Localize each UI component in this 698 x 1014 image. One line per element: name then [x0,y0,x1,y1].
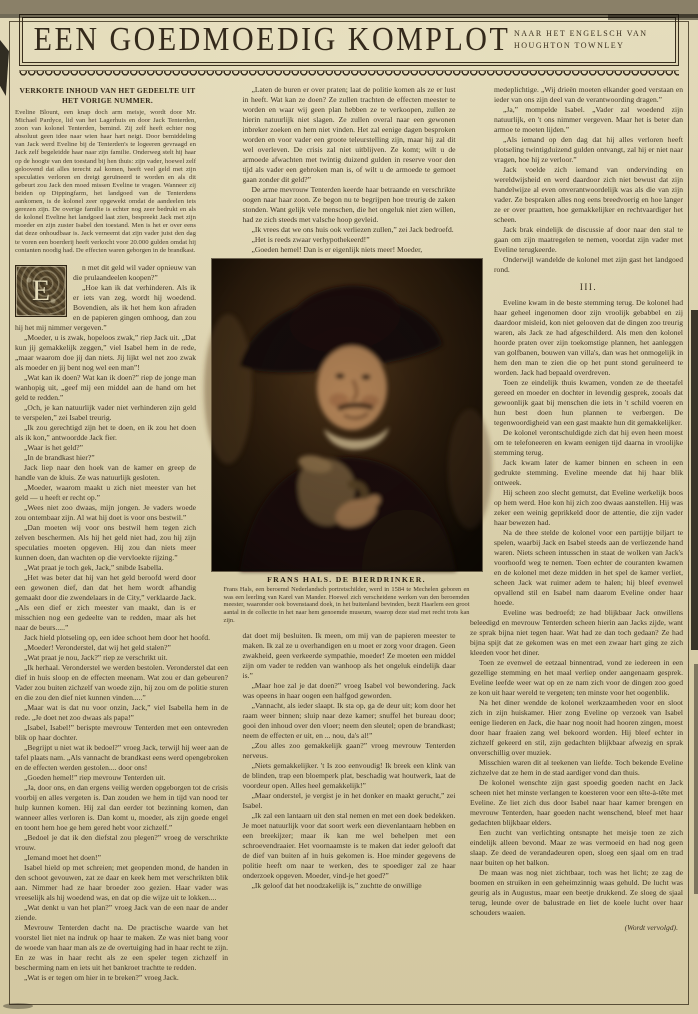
paragraph: „Wat praat je toch gek, Jack,” snibde Isabella. [24,562,164,572]
paragraph: „Ik zou gerechtigd zijn het te doen, en ik zou het doen als ik kon,” antwoordde Jack fier. [15,422,196,442]
paragraph: Misschien waren dit al teekenen van liefde. Toch bekende Eveline zichzelve dat ze hem in de stad aardiger vond dan thuis. [470,758,683,777]
paragraph: „Moeder, u is zwak, hopeloos zwak,” riep Jack uit. „Dat kun jij gemakkelijk zeggen,” viel Isabel hem in de rede, „maar waarom doe jij dan niets. Jij lijkt wel net zoo zwak als moeder en jij bent nog wel een man”! [15,332,196,372]
paragraph: De kolonel wenschte zijn gast spoedig goeden nacht en Jack scheen niet het minste verlangen te koesteren voor een tête-à-tête met Eveline. Ze liet zich dus door Isabel naar haar kamer brengen en mevrouw Tenterden, haar goeden nacht wenschend, bleef met haar gedachten blijkbaar elders. [470,778,683,827]
paragraph: Eveline kwam in de beste stemming terug. De kolonel had haar geheel ingenomen door zijn vroolijk gebabbel en zij daardoor misleid, kon niet gelooven dat de dingen zoo treurig waren, als Jack ze had afgeschilderd. Als men den kolonel hoorde praten over zijn toekomstige plannen, het aanleggen van golfbanen, bouwen van villa's, dan was het onmogelijk in hem den man te zien die op het punt stond geruïneerd te worden. Jack had bepaald overdreven. [494,298,683,377]
synopsis-heading: VERKORTE INHOUD VAN HET GEDEELTE UIT HET VORIGE NUMMER. [19,86,196,105]
figure-de-bierdrinker [212,259,482,625]
paragraph: „Hoe kan ik dat verhinderen. Als ik er iets van zeg, wordt hij woedend. Bovendien, als ik het hem kon afraden en de papieren gingen omhoog, dan zou hij het mij nimmer vergeven.” [15,282,196,332]
figure-caption-title: FRANS HALS. DE BIERDRINKER. [267,575,426,584]
decorative-scallop-border [19,70,679,77]
paragraph: „Moeder, waarom maakt u zich niet meester van het geld — u heeft er recht op.” [15,482,196,502]
paragraph: Jack voelde zich iemand van ondervinding en wereldwijsheid en werd daardoor zich niet bewust dat zijn handelwijze al even onverantwoordelijk was als die van zijn vader. Ze bespraken alles nog eens breedvoerig en hoe langer ze er over praatten, hoe gemakkelijker en rechtvaardiger het scheen. [494,165,683,224]
column-right-bottom [470,298,683,918]
paragraph: „Iemand moet het doen!” [24,852,101,862]
paragraph: „Begrijpt u niet wat ik bedoel?” vroeg Jack, terwijl hij weer aan de tafel plaats nam. „Als vannacht de brandkast eens werd opengebroken en de effecten werden gestolen.... door ons! [15,742,228,772]
continuation-note: (Wordt vervolgd). [624,923,678,932]
paragraph: „Dan moeten wij voor ons bestwil hem tegen zich zelven beschermen. Als hij het geld niet had, zou hij zijn speculaties moeten opgeven. Hij zou dan niets meer kunnen doen, dan wachten op die vervloekte rijzing.” [15,522,196,562]
paragraph: „Wat kan ik doen? Wat kan ik doen?” riep de jonge man wanhopig uit, „geef mij een middel aan de hand om het geld te redden.” [15,372,196,402]
paragraph: medeplichtige. „Wij drieën moeten elkander goed verstaan en ieder van ons zijn deel van de verantwoording dragen.” [494,85,683,104]
paragraph: Mevrouw Tenterden dacht na. De practische waarde van het voorstel liet niet na indruk op haar te maken. Ze was niet bang voor de woede van haar man als ze de overtuiging had in haar recht te zijn. En ze was in haar recht als ze een speler tegen zichzelf in bescherming nam en iets uit het bankroet trachtte te redden. [15,922,228,972]
paragraph: Onderwijl wandelde de kolonel met zijn gast het landgoed rond. [494,255,683,274]
painting-frans-hals-de-bierdrinker [212,259,482,571]
paragraph: „Goeden hemel!” riep mevrouw Tenterden uit. [24,772,166,782]
paragraph: „Wat is er tegen om hier in te breken?” vroeg Jack. [24,972,179,982]
paragraph: Toen ze eindelijk thuis kwamen, vonden ze de theetafel gereed en moeder en dochter in levendig gesprek, zooals dat gewoonlijk gaat bij menschen die iets in 't schild voeren en hun best doen hun plannen te verbergen. De tegenwoordigheid van een gast maakte hun dit gemakkelijker. [494,378,683,427]
paragraph: „Ja,” mompelde Isabel. „Vader zal woedend zijn natuurlijk, en 't ons nimmer vergeven. Maar het is beter dan armoe te moeten lijden.” [494,105,683,134]
byline-line2: HOUGHTON TOWNLEY [514,41,625,50]
paragraph: „Maar onderstel, je vergist je in het donker en maakt gerucht,” zei Isabel. [242,790,456,810]
paragraph: „Zou alles zoo gemakkelijk gaan?” vroeg mevrouw Tenterden nerveus. [242,740,456,760]
scan-artifact [3,1003,33,1009]
paragraph: „Het is reeds zwaar verhypothekeerd!” [251,235,370,244]
paragraph: „Bedoel je dat ik den diefstal zou plegen?” vroeg de verschrikte vrouw. [15,832,228,852]
paragraph: „Moeder! Veronderstel, dat wij het geld stalen?” [24,642,171,652]
paragraph: Eveline was bedroefd; ze had blijkbaar Jack onwillens beleedigd en mevrouw Tenterden scheen hierin aan Jacks zijde, want ze sprak bijna niet tegen haar. Wat had ze dan toch gedaan? Ze had bijna spijt dat ze gekomen was en met een zwaar hart ging ze zich kleeden voor het diner. [470,608,683,657]
paragraph: „Goeden hemel! Dan is er eigenlijk niets meer! Moeder, [251,245,423,254]
paragraph: Jack kwam later de kamer binnen en scheen in een gedrukte stemming. Eveline meende dat hij haar blik ontweek. [494,458,683,487]
paragraph: „Laten de buren er over praten; laat de politie komen als ze er lust in heeft. Wat kan ze doen? Ze zullen trachten de effecten meester te worden en waar wij geen plan hebben ze te verkoopen, zullen ze hierin natuurlijk niet slagen. Ze zullen overal naar een gewonen inbreker zoeken en hem niet vinden. Het zal eenige dagen besproken worden en voor vader een groote teleurstelling zijn, maar hij zal dit wel overleven. De crisis zal niet uitblijven. Ze komt; wilt u de armoede afwachten met twintig duizend gulden in reserve voor den tijd als vader een gebroken man is, of wilt u de armoede te gemoet gaan zonder dit geld?” [242,85,456,184]
paragraph: Een zucht van verlichting ontsnapte het meisje toen ze zich eindelijk alleen bevond. Maar ze was vermoeid en had nog geen slaap. Ze deed de verandadeuren open, sloeg een sjaal om en trad naar buiten op het balkon. [470,828,683,867]
dropcap-ornament [15,265,67,317]
paragraph: „Als iemand op den dag dat hij alles verloren heeft plotseling twintigduizend gulden ontvangt, zal hij er niet naar vragen, hoe hij ze verloor.” [494,135,683,164]
paragraph: Hij scheen zoo slecht gemutst, dat Eveline werkelijk boos op hem werd. Hoe kon hij zich zoo dwaas aanstellen. Hij was zeker een weinig geprikkeld door de attentie, die zijn vader haar bewezen had. [494,488,683,527]
magazine-page [0,14,698,1014]
masthead [19,14,679,66]
paragraph: „Maar wat is dat nu voor onzin, Jack,” viel Isabella hem in de rede. „Je doet net zoo dwaas als papa!” [15,702,228,722]
paragraph: „Vannacht, als ieder slaapt. Ik sta op, ga de deur uit; kom door het raam weer binnen; sluip naar deze kamer; snuffel het bureau door; gooi den inhoud over den vloer; neem den sleutel; open de brandkast; neem de effecten er uit, en ... nou, da's al!” [242,700,456,740]
column-middle-top [243,85,456,255]
byline-line1: NAAR HET ENGELSCH VAN [514,29,648,38]
page-title: EEN GOEDMOEDIG KOMPLOT [33,20,511,58]
synopsis-text: Eveline Blount, een knap doch arm meisje, wordt door Mr. Michael Pardyce, lid van het Lagerhuis en door Jack Tenterden, zoon van kolonel Tenterden, bemind. Zij zelf heeft echter nog absoluut geen idee naar wien haar hart neigt. Door bemiddeling van Jack werd Eveline bij de Tenterden's te logeeren gevraagd en Jack zelf begeleidde haar naar zijn familie. Onderweg stelt hij haar op de hoogte van den toestand bij hen thuis: zijn vader, hoewel zelf geloovend dat alles terecht zal komen, heeft veel geld met zijn speculaties verloren en dreigt geruïneerd te worden en als dit gebeurt zou Jack den moed missen Eveline te vragen. Wanneer zij beiden op Dippingfarm, het landgoed van de Tenterdens aankomen, is de kolonel zeer opgewekt omdat de aandeelen iets gerezen zijn. De overige familie is echter nog zeer bedrukt en als de kolonel Eveline het landgoed laat zien, bespreekt Jack met zijn moeder en zijn zuster Isabel den toestand. Men is het er over eens dat deze onhoudbaar is. Jack verneemt dat zijn vader juist den dag te voren een boerderij heeft verkocht voor 20.000 gulden omdat hij contanten noodig had. De effecten waren geborgen in de brandkast. [15,109,196,254]
paragraph: De arme mevrouw Tenterden keerde haar betraande en verschrikte oogen naar haar zoon. Ze begon nu te begrijpen hoe treurig de zaken stonden. Want gelijk vele menschen, die het ongeluk niet zien willen, had ze zich steeds met valsche hoop gevleid. [242,185,456,224]
paragraph: „In de brandkast hier?” [24,452,95,462]
dropcap-letter: E [31,273,51,307]
chapter-heading: III. [579,282,598,292]
text-columns [0,79,698,982]
paragraph: n met dit geld wil vader opnieuw van die prulaandeelen koopen?” [73,262,196,282]
paragraph: Jack hield plotseling op, een idee schoot hem door het hoofd. [24,632,211,642]
paragraph: Isabel hield op met schreien; met geopenden mond, de handen in den schoot gevouwen, zat ze daar en keek hem met verschrikten blik aan. Nimmer had ze haar broeder zoo gezien. Haar vader was vreeselijk als hij woedend was, en dat op die wijze uit te lokken.... [15,862,228,902]
paragraph: Jack brak eindelijk de discussie af door naar den stal te gaan om zijn maatregelen te nemen, voordat zijn vader met Eveline terugkeerde. [494,225,683,254]
paragraph: De maan was nog niet zichtbaar, toch was het licht; ze zag de boomen en struiken in een geheimzinnig waas gehuld. De lucht was geurig als in Augustus, maar een beetje drukkend. Ze sloeg de sjaal terug, leunde over de balustrade en liet de koele lucht over haar schouders waaien. [470,868,683,917]
paragraph: Toen ze evenwel de eetzaal binnentrad, vond ze iedereen in een gezellige stemming en het maal verliep onder aangenaam gesprek. Eveline leefde weer wat op en ze nam zich voor de dingen zoo goed ze kon uit haar wereld te vergeten; ten minste voor het oogenblik. [470,658,683,697]
paragraph: Na de thee stelde de kolonel voor een partijtje biljart te spelen, waarbij Jack en Isabel steeds aan de verliezende hand waren. Niets scheen intusschen in staat de wolken van Jack's voorhoofd weg te nemen. Toen echter de couranten kwamen en de kolonel met deze midden in het spel de kamer verliet, scheen Jack wat ruimer adem te halen; hij bleef evenwel opvallend stil en Isabel nam daarom Eveline onder haar hoede. [494,528,683,607]
byline [514,28,664,52]
paragraph: Jack liep naar den hoek van de kamer en greep de handle van de kluis. Ze was natuurlijk gesloten. [15,462,196,482]
paragraph: „Maar hoe zal je dat doen?” vroeg Isabel vol bewondering. Jack was opeens in haar oogen een halfgod geworden. [242,680,456,700]
paragraph: „Ik geloof dat het noodzakelijk is,” zuchtte de onwillige [251,880,422,890]
paragraph: Na het diner wendde de kolonel werkzaamheden voor en sloot zich in zijn huiskamer. Hier zong Eveline op verzoek van Isabel eenige liederen en Jack, die haar nog nooit had hooren zingen, moest door haar fraaien zang wel bekoord worden. Hij bleef echter in zichzelf gekeerd en stil, zijn gedachten blijkbaar afwezig en sprak onverschillig over muziek. [470,698,683,757]
paragraph: De kolonel verontschuldigde zich dat hij even heen moest om te telefoneeren en kwam eenigen tijd daarna in vroolijke stemming terug. [494,428,683,457]
column-left [15,85,228,982]
paragraph: „Och, je kan natuurlijk vader niet verhinderen zijn geld te verspelen,” zei Isabel treurig. [15,402,196,422]
paragraph: „Wees niet zoo dwaas, mijn jongen. Je vaders woede zou ontembaar zijn. Al wat hij doet is voor ons bestwil.” [15,502,196,522]
column-middle-bottom [243,631,456,891]
column-middle [223,85,470,971]
paragraph: „Ik vrees dat we ons huis ook verliezen zullen,” zei Jack bedroefd. [251,225,454,234]
figure-caption [212,575,482,625]
paragraph: dat doet mij besluiten. Ik meen, om mij van de papieren meester te maken. Ik zal ze u overhandigen en u moet er zorg voor dragen. Geen zwakheid, geen verkeerde sympathie, moeder! Ze moeten een middel zijn om vader te redden van wanhoop als het ongeluk eindelijk daar is.” [242,630,456,680]
paragraph: „Het was beter dat hij van het geld beroofd werd door een gewonen dief, dan dat het hem wordt afhandig gemaakt door die zwendelaars in de City,” verklaarde Jack. „Als een dief er zich meester van maakt, dan is er misschien nog een gedeelte van te redden, maar als het naar de beurs.....” [15,572,196,632]
column-right [470,85,683,971]
paragraph: „Waar is het geld?” [24,442,84,452]
paragraph: „Ja, door ons, en dan ergens veilig werden opgeborgen tot de crisis voorbij en alles vergeten is. Dan zouden we hem in tijd van nood ter hulp kunnen komen. Hij zal dan eerder tot bezinning komen, dan wanneer alles verloren is. Dan komt u, moeder, als zijn goede engel en toont hem hoe ge hem gered hebt voor zichzelf.” [15,782,228,832]
paragraph: „Wat denkt u van het plan?” vroeg Jack van de een naar de ander ziende. [15,902,228,922]
paragraph: „Wat praat je nou, Jack?” riep ze verschrikt uit. [24,652,168,662]
column-right-top [470,85,683,275]
paragraph: „Ik herhaal. Veronderstel we werden bestolen. Veronderstel dat een dief in huis sloop en de effecten meenam. Wat zou er dan gebeuren? Vader zou buiten zichzelf van woede zijn, hij zou om de politie sturen en die zou den dief niet kunnen vinden.....” [15,662,228,702]
paragraph: „Isabel, Isabel!” berispte mevrouw Tenterden met een ontevreden blik op haar dochter. [15,722,228,742]
paragraph: „Niets gemakkelijker. 't Is zoo eenvoudig! Ik breek een klink van de blinden, trap een bloemperk plat, beschadig wat houtwerk, laat de voordeur open. Alles heel gemakkelijk!” [242,760,456,790]
figure-caption-text: Frans Hals, een beroemd Nederlandsch portretschilder, werd in 1584 te Mechelen geboren en was een leerling van Karel van Mander. Hoewel zich verscheidene werken van den beroemden meester, waaronder ook bovenstaand doek, in het buitenland bevinden, bezit Haarlem een groot aantal in de collectie in het naar hem genoemde museum, waarop deze stad met recht trots kan zijn. [223,586,470,624]
paragraph: „Ik zal een lantaarn uit den stal nemen en met een doek bedekken. Je moet natuurlijk voor dat soort werk een dievenlantaarn hebben en een breekijzer; maar ik kan me wel behelpen met een schroevendraaier. Het voornaamste is te maken dat ieder gelooft dat de dief van buiten af in huis gekomen is. Hoe minder gegevens de politie heeft om naar te werken, des te spoediger zal ze haar onderzoek opgeven. Moeder, vind-je het goed?” [242,810,456,880]
